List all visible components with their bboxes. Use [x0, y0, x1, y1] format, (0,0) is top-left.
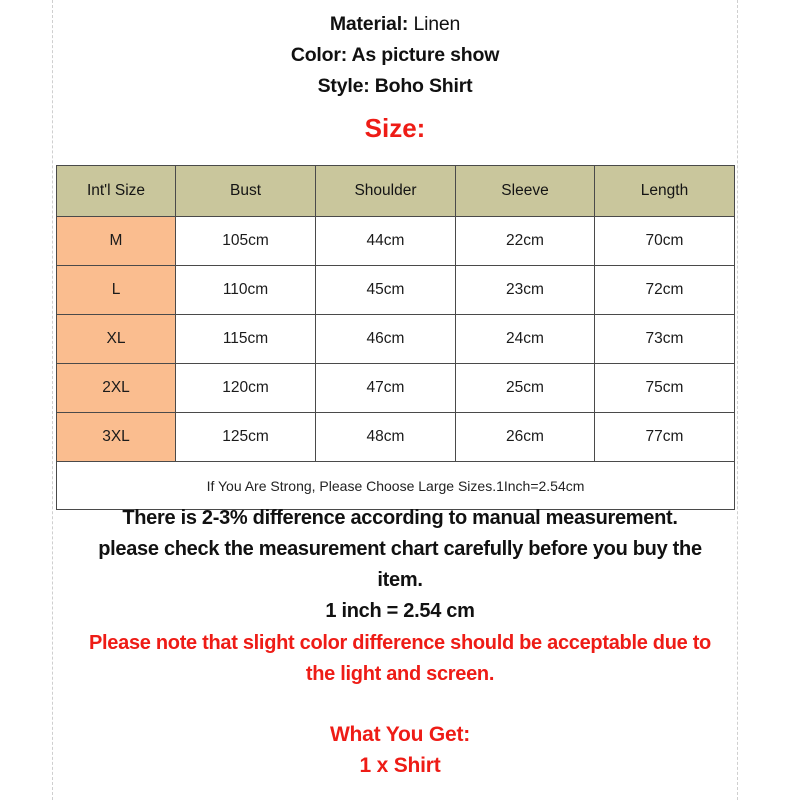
size-table-container — [56, 165, 734, 510]
spec-value-style: Boho Shirt — [374, 75, 473, 97]
spec-label-style: Style: — [317, 75, 370, 97]
cell-length: 72cm — [595, 266, 735, 315]
cell-size: M — [57, 217, 176, 266]
cell-length: 75cm — [595, 364, 735, 413]
cell-sleeve: 26cm — [456, 413, 595, 462]
product-spec-block — [56, 0, 734, 102]
cell-length: 77cm — [595, 413, 735, 462]
table-row — [57, 364, 735, 413]
cell-sleeve: 24cm — [456, 315, 595, 364]
cell-shoulder: 44cm — [316, 217, 456, 266]
cell-length: 73cm — [595, 315, 735, 364]
cell-bust: 125cm — [176, 413, 316, 462]
cell-shoulder: 47cm — [316, 364, 456, 413]
spec-value-color: As picture show — [351, 44, 500, 66]
cell-bust: 120cm — [176, 364, 316, 413]
cell-length: 70cm — [595, 217, 735, 266]
table-row — [57, 413, 735, 462]
what-you-get-heading: What You Get: — [329, 723, 471, 746]
size-table — [56, 165, 735, 510]
note-check-chart-line1: please check the measurement chart carefully before you buy the — [98, 538, 702, 560]
note-inch-conversion: 1 inch = 2.54 cm — [325, 600, 475, 622]
cell-bust: 110cm — [176, 266, 316, 315]
color-disclaimer-line2: the light and screen. — [305, 663, 495, 685]
color-disclaimer-line1: Please note that slight color difference should be acceptable due to — [89, 632, 711, 654]
cell-size: L — [57, 266, 176, 315]
size-heading: Size: — [364, 113, 426, 143]
cell-sleeve: 23cm — [456, 266, 595, 315]
cell-shoulder: 46cm — [316, 315, 456, 364]
spec-label-color: Color: — [290, 44, 348, 66]
spec-line-color — [56, 40, 734, 71]
table-footer-note: If You Are Strong, Please Choose Large Sizes.1Inch=2.54cm — [57, 462, 735, 510]
table-row — [57, 217, 735, 266]
note-manual-measurement: There is 2-3% difference according to manual measurement. — [122, 507, 678, 529]
column-header-shoulder: Shoulder — [316, 166, 456, 217]
spec-line-material — [56, 9, 734, 40]
spec-line-clipped — [56, 0, 734, 9]
cell-size: 2XL — [57, 364, 176, 413]
cell-size: 3XL — [57, 413, 176, 462]
note-check-chart-line2: item. — [377, 569, 423, 591]
cell-shoulder: 48cm — [316, 413, 456, 462]
cell-sleeve: 22cm — [456, 217, 595, 266]
column-header-bust: Bust — [176, 166, 316, 217]
cell-bust: 115cm — [176, 315, 316, 364]
column-header-length: Length — [595, 166, 735, 217]
color-disclaimer-block — [46, 628, 754, 690]
cell-sleeve: 25cm — [456, 364, 595, 413]
spec-label-material: Material: — [329, 13, 409, 35]
cell-bust: 105cm — [176, 217, 316, 266]
cell-shoulder: 45cm — [316, 266, 456, 315]
column-header-sleeve: Sleeve — [456, 166, 595, 217]
measurement-notes-block — [46, 503, 754, 627]
spec-line-style — [56, 71, 734, 102]
what-you-get-item: 1 x Shirt — [359, 754, 441, 777]
table-header-row — [57, 166, 735, 217]
spec-value-material: Linen — [413, 13, 461, 35]
what-you-get-block — [46, 719, 754, 781]
cell-size: XL — [57, 315, 176, 364]
table-row — [57, 315, 735, 364]
table-row — [57, 266, 735, 315]
column-header-intl-size: Int'l Size — [57, 166, 176, 217]
